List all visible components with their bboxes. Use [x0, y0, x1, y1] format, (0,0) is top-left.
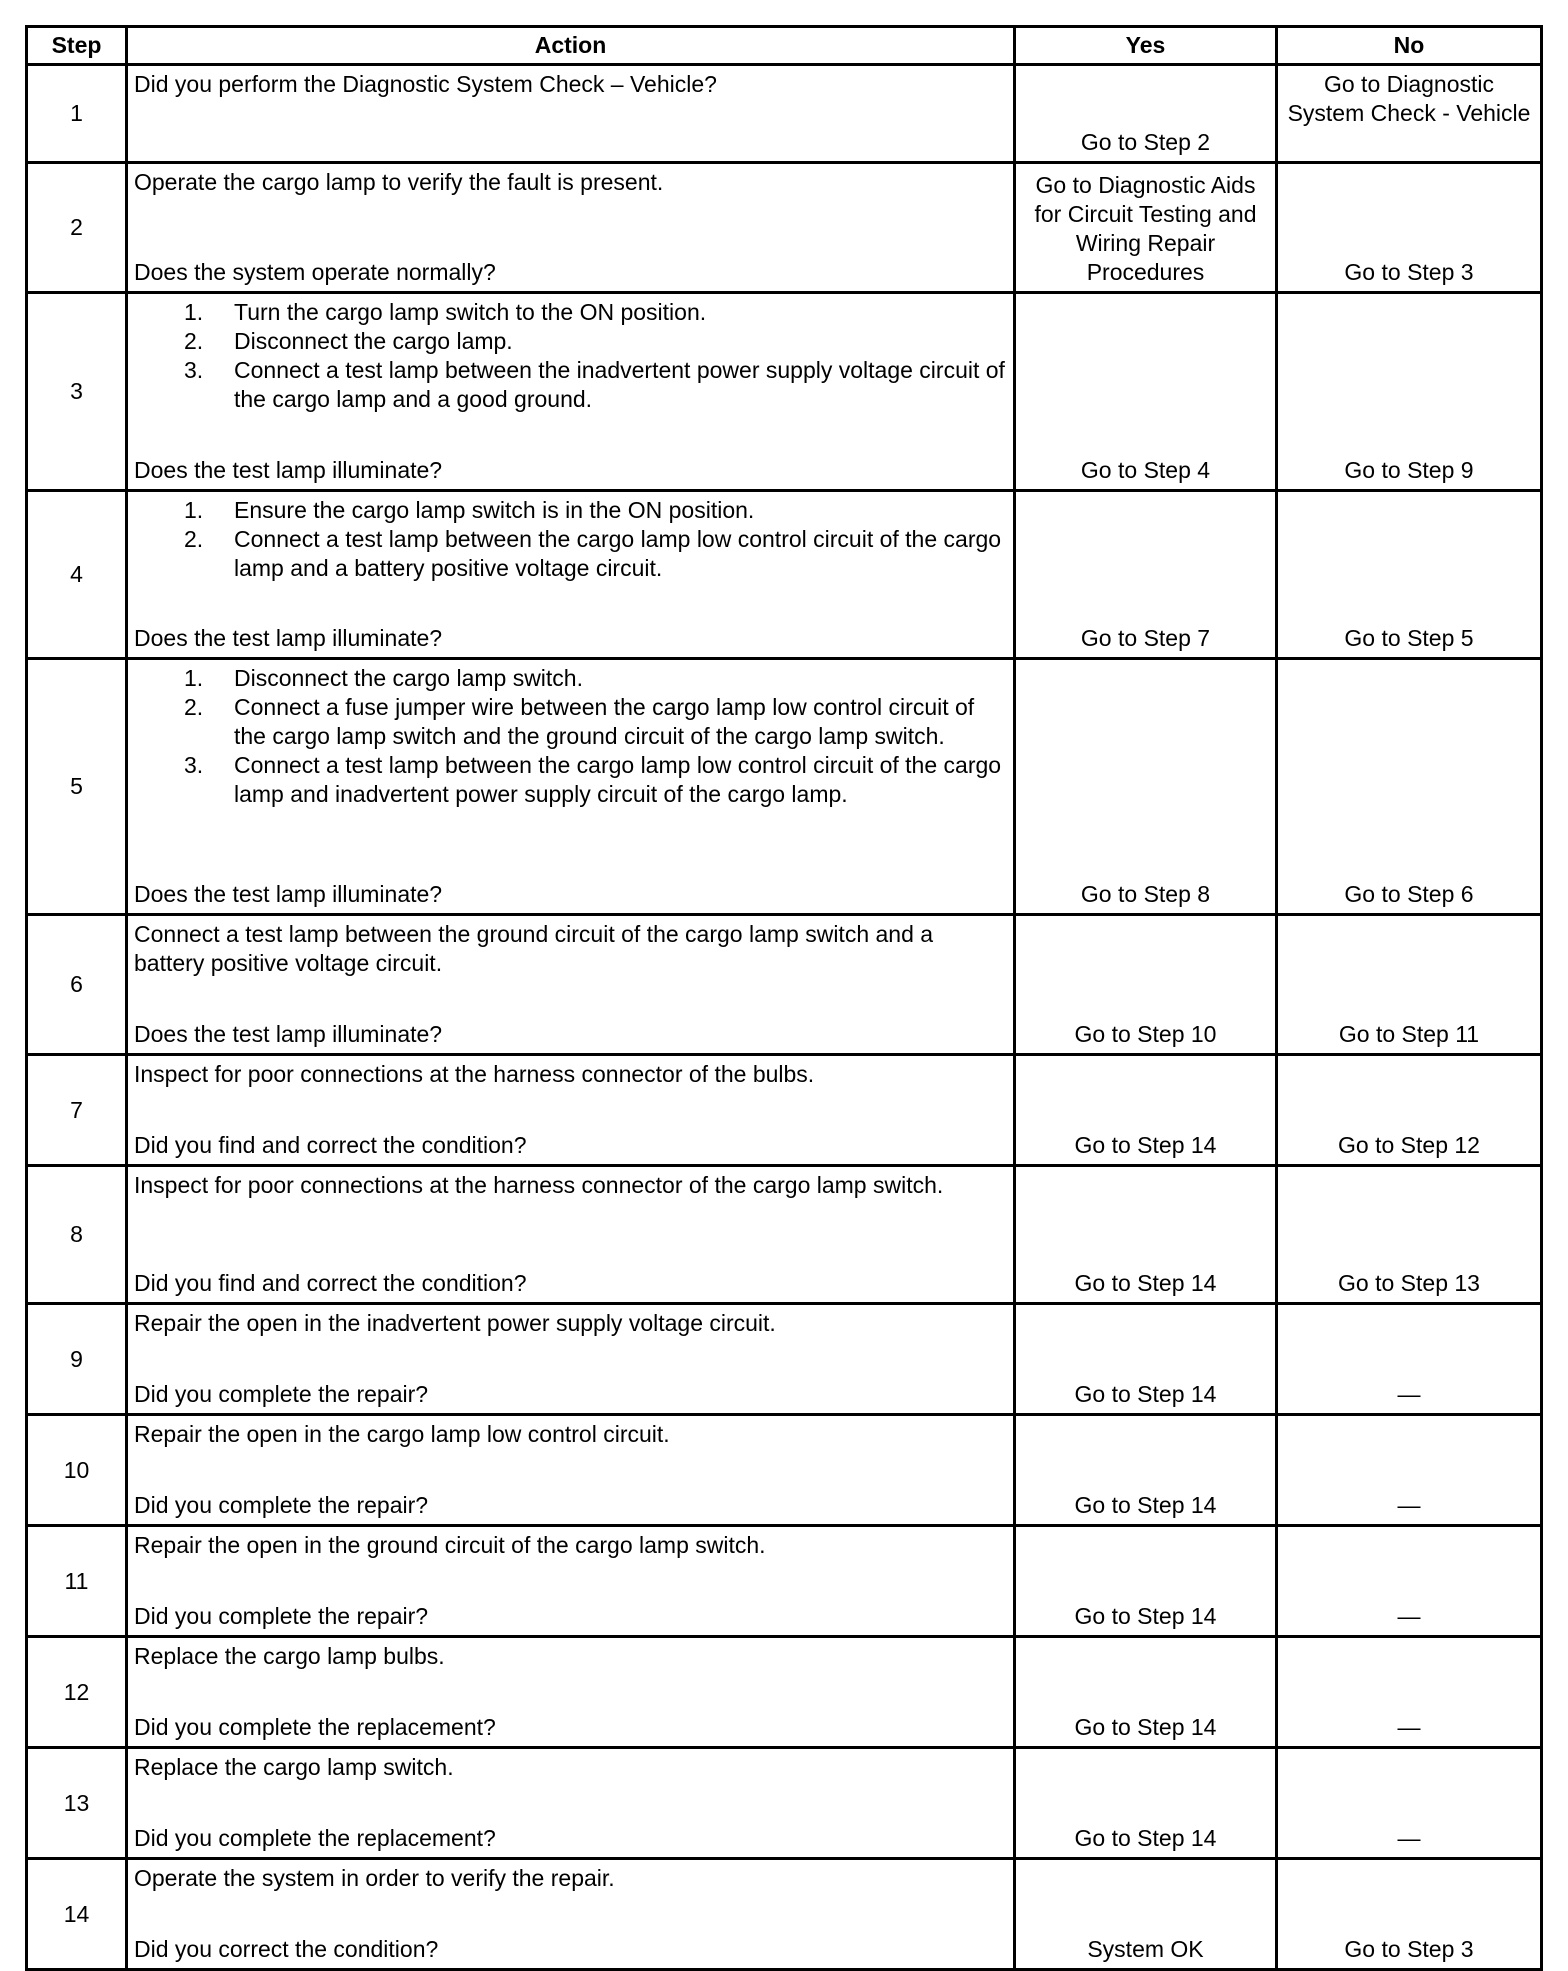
- action-step-text: Turn the cargo lamp switch to the ON position.: [234, 299, 707, 325]
- table-row: [27, 1055, 1542, 1166]
- action-question: Does the test lamp illuminate?: [134, 1021, 443, 1047]
- action-cell: [127, 491, 1015, 659]
- no-result: Go to Step 11: [1277, 915, 1542, 1055]
- spacer: [134, 1893, 1007, 1935]
- no-result: —: [1277, 1526, 1542, 1637]
- action-step-number: 1.: [184, 299, 204, 325]
- no-result: Go to Step 5: [1277, 491, 1542, 659]
- action-step-number: 2.: [184, 328, 204, 354]
- yes-result: Go to Step 14: [1015, 1166, 1277, 1304]
- step-number: 12: [27, 1637, 127, 1748]
- step-number: 7: [27, 1055, 127, 1166]
- table-row: [27, 1166, 1542, 1304]
- table-row: [27, 163, 1542, 293]
- action-cell: [127, 1748, 1015, 1859]
- action-step-text: Disconnect the cargo lamp.: [234, 328, 513, 354]
- action-steps-list: [134, 664, 1007, 809]
- action-step-item: [134, 327, 1007, 356]
- diagnostic-table: [25, 25, 1543, 1971]
- spacer: [134, 809, 1007, 880]
- action-question: Did you complete the replacement?: [134, 1825, 496, 1851]
- action-step-number: 2.: [184, 526, 204, 552]
- action-step-item: [134, 693, 1007, 751]
- action-question: Did you find and correct the condition?: [134, 1132, 527, 1158]
- action-cell: [127, 659, 1015, 915]
- action-cell: [127, 1055, 1015, 1166]
- action-step-item: [134, 496, 1007, 525]
- table-row: [27, 293, 1542, 491]
- spacer: [134, 1338, 1007, 1380]
- action-step-text: Connect a test lamp between the cargo lamp low control circuit of the cargo lamp and a battery positive voltage circuit.: [234, 526, 1002, 581]
- spacer: [134, 1671, 1007, 1713]
- action-step-number: 2.: [184, 694, 204, 720]
- no-result: Go to Step 3: [1277, 1859, 1542, 1970]
- yes-result: Go to Step 7: [1015, 491, 1277, 659]
- table-row: [27, 915, 1542, 1055]
- action-question: Did you complete the repair?: [134, 1603, 429, 1629]
- action-question: Did you complete the repair?: [134, 1492, 429, 1518]
- action-cell: [127, 1637, 1015, 1748]
- action-step-number: 3.: [184, 752, 204, 778]
- yes-result: Go to Diagnostic Aids for Circuit Testing and Wiring Repair Procedures: [1015, 163, 1277, 293]
- spacer: [134, 583, 1007, 624]
- table-row: [27, 65, 1542, 163]
- yes-result: Go to Step 8: [1015, 659, 1277, 915]
- action-step-text: Ensure the cargo lamp switch is in the ON position.: [234, 497, 755, 523]
- action-step-item: [134, 751, 1007, 809]
- no-result: Go to Step 12: [1277, 1055, 1542, 1166]
- step-number: 4: [27, 491, 127, 659]
- action-steps-list: [134, 496, 1007, 583]
- step-number: 3: [27, 293, 127, 491]
- action-step-item: [134, 664, 1007, 693]
- yes-result: Go to Step 10: [1015, 915, 1277, 1055]
- action-question: Does the system operate normally?: [134, 259, 496, 285]
- action-question: Did you complete the replacement?: [134, 1714, 496, 1740]
- action-cell: [127, 163, 1015, 293]
- action-intro: Inspect for poor connections at the harness connector of the cargo lamp switch.: [134, 1172, 944, 1198]
- step-number: 10: [27, 1415, 127, 1526]
- action-cell: [127, 915, 1015, 1055]
- header-step: Step: [27, 27, 127, 65]
- action-step-number: 1.: [184, 665, 204, 691]
- spacer: [134, 1449, 1007, 1491]
- header-no: No: [1277, 27, 1542, 65]
- step-number: 13: [27, 1748, 127, 1859]
- step-number: 11: [27, 1526, 127, 1637]
- table-row: [27, 1415, 1542, 1526]
- yes-result: Go to Step 14: [1015, 1304, 1277, 1415]
- action-cell: [127, 65, 1015, 163]
- action-intro: Repair the open in the ground circuit of the cargo lamp switch.: [134, 1532, 766, 1558]
- action-intro: Inspect for poor connections at the harness connector of the bulbs.: [134, 1061, 815, 1087]
- spacer: [134, 1560, 1007, 1602]
- table-row: [27, 491, 1542, 659]
- yes-result: Go to Step 2: [1015, 65, 1277, 163]
- table-row: [27, 1637, 1542, 1748]
- action-intro: Repair the open in the inadvertent power supply voltage circuit.: [134, 1310, 776, 1336]
- action-question: Does the test lamp illuminate?: [134, 457, 443, 483]
- action-step-text: Connect a fuse jumper wire between the cargo lamp low control circuit of the cargo lamp switch and the ground circuit of the cargo lamp switch.: [234, 694, 975, 749]
- no-result: Go to Diagnostic System Check - Vehicle: [1277, 65, 1542, 163]
- spacer: [134, 414, 1007, 456]
- action-question: Did you complete the repair?: [134, 1381, 429, 1407]
- yes-result: Go to Step 14: [1015, 1055, 1277, 1166]
- action-cell: [127, 1304, 1015, 1415]
- table-row: [27, 1526, 1542, 1637]
- action-intro: Operate the system in order to verify the repair.: [134, 1865, 615, 1891]
- no-result: —: [1277, 1637, 1542, 1748]
- step-number: 6: [27, 915, 127, 1055]
- no-result: —: [1277, 1748, 1542, 1859]
- step-number: 9: [27, 1304, 127, 1415]
- step-number: 2: [27, 163, 127, 293]
- action-step-number: 3.: [184, 357, 204, 383]
- step-number: 5: [27, 659, 127, 915]
- table-row: [27, 659, 1542, 915]
- action-cell: [127, 1859, 1015, 1970]
- action-question: Does the test lamp illuminate?: [134, 881, 443, 907]
- action-question: Does the test lamp illuminate?: [134, 625, 443, 651]
- header-action: Action: [127, 27, 1015, 65]
- no-result: —: [1277, 1304, 1542, 1415]
- no-result: Go to Step 3: [1277, 163, 1542, 293]
- action-intro: Replace the cargo lamp switch.: [134, 1754, 454, 1780]
- yes-result: Go to Step 14: [1015, 1415, 1277, 1526]
- action-intro: Did you perform the Diagnostic System Check – Vehicle?: [134, 71, 717, 97]
- table-row: [27, 1748, 1542, 1859]
- action-question: Did you find and correct the condition?: [134, 1270, 527, 1296]
- step-number: 8: [27, 1166, 127, 1304]
- table-row: [27, 1304, 1542, 1415]
- spacer: [134, 1782, 1007, 1824]
- spacer: [134, 978, 1007, 1020]
- action-intro: Operate the cargo lamp to verify the fault is present.: [134, 169, 664, 195]
- header-yes: Yes: [1015, 27, 1277, 65]
- yes-result: System OK: [1015, 1859, 1277, 1970]
- action-step-text: Connect a test lamp between the inadvertent power supply voltage circuit of the cargo lamp and a good ground.: [234, 357, 1005, 412]
- table-row: [27, 1859, 1542, 1970]
- action-step-number: 1.: [184, 497, 204, 523]
- action-intro: Repair the open in the cargo lamp low control circuit.: [134, 1421, 670, 1447]
- action-intro: Replace the cargo lamp bulbs.: [134, 1643, 445, 1669]
- yes-result: Go to Step 14: [1015, 1637, 1277, 1748]
- action-step-text: Connect a test lamp between the cargo lamp low control circuit of the cargo lamp and inadvertent power supply circuit of the cargo lamp.: [234, 752, 1002, 807]
- action-step-text: Disconnect the cargo lamp switch.: [234, 665, 583, 691]
- step-number: 1: [27, 65, 127, 163]
- action-cell: [127, 293, 1015, 491]
- action-step-item: [134, 298, 1007, 327]
- action-cell: [127, 1415, 1015, 1526]
- action-steps-list: [134, 298, 1007, 414]
- yes-result: Go to Step 14: [1015, 1526, 1277, 1637]
- yes-result: Go to Step 14: [1015, 1748, 1277, 1859]
- action-cell: [127, 1526, 1015, 1637]
- no-result: —: [1277, 1415, 1542, 1526]
- no-result: Go to Step 13: [1277, 1166, 1542, 1304]
- no-result: Go to Step 9: [1277, 293, 1542, 491]
- action-step-item: [134, 356, 1007, 414]
- spacer: [134, 197, 1007, 258]
- step-number: 14: [27, 1859, 127, 1970]
- action-question: Did you correct the condition?: [134, 1936, 439, 1962]
- header-row: [27, 27, 1542, 65]
- yes-result: Go to Step 4: [1015, 293, 1277, 491]
- spacer: [134, 1200, 1007, 1269]
- no-result: Go to Step 6: [1277, 659, 1542, 915]
- action-cell: [127, 1166, 1015, 1304]
- spacer: [134, 1089, 1007, 1131]
- action-intro: Connect a test lamp between the ground circuit of the cargo lamp switch and a battery positive voltage circuit.: [134, 921, 934, 976]
- action-step-item: [134, 525, 1007, 583]
